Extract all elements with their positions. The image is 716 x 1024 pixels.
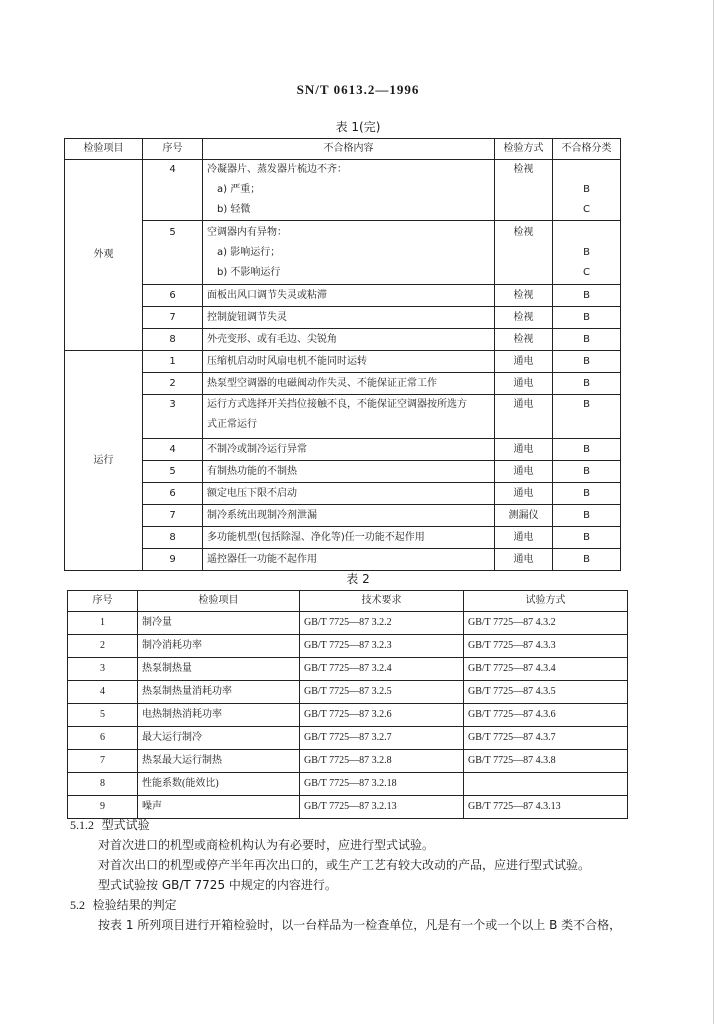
row-content: 有制热功能的不制热 (203, 461, 495, 483)
table-row (68, 773, 628, 796)
row-method: 检视 (495, 285, 553, 307)
row-no: 7 (68, 750, 138, 773)
row-no: 9 (143, 549, 203, 571)
row-class: B (553, 439, 621, 461)
row-method: 通电 (495, 549, 553, 571)
row-method: 测漏仪 (495, 505, 553, 527)
table-row (68, 612, 628, 635)
row-class: B (553, 483, 621, 505)
row-no: 5 (143, 221, 203, 285)
table-row (65, 329, 621, 351)
row-content: 外壳变形、或有毛边、尖锐角 (203, 329, 495, 351)
section-number: 5.1.2 (70, 818, 94, 832)
row-content: 热泵型空调器的电磁阀动作失灵、不能保证正常工作 (203, 373, 495, 395)
row-content: 控制旋钮调节失灵 (203, 307, 495, 329)
row-no: 5 (68, 704, 138, 727)
row-no: 1 (143, 351, 203, 373)
row-test: GB/T 7725—87 4.3.6 (464, 704, 628, 727)
row-method: 通电 (495, 351, 553, 373)
row-class: B (553, 351, 621, 373)
row-item: 制冷消耗功率 (138, 635, 300, 658)
row-req: GB/T 7725—87 3.2.18 (300, 773, 464, 796)
row-no: 6 (68, 727, 138, 750)
row-class: B (553, 285, 621, 307)
table-row (68, 727, 628, 750)
paragraph: 对首次进口的机型或商检机构认为有必要时，应进行型式试验。 (98, 838, 435, 852)
row-content: 不制冷或制冷运行异常 (203, 439, 495, 461)
table-row (65, 439, 621, 461)
table-row (68, 681, 628, 704)
row-no: 2 (143, 373, 203, 395)
row-test: GB/T 7725—87 4.3.13 (464, 796, 628, 819)
table1 (64, 138, 621, 571)
table2-header-req: 技术要求 (300, 591, 464, 612)
table-row (65, 285, 621, 307)
row-req: GB/T 7725—87 3.2.13 (300, 796, 464, 819)
row-class: B (553, 461, 621, 483)
row-test: GB/T 7725—87 4.3.8 (464, 750, 628, 773)
row-item: 最大运行制冷 (138, 727, 300, 750)
table1-header-method: 检验方式 (495, 139, 553, 160)
row-content: 冷凝器片、蒸发器片梳边不齐： a) 严重； b) 轻微 (203, 160, 495, 221)
row-no: 8 (143, 329, 203, 351)
row-content: 运行方式选择开关挡位接触不良，不能保证空调器按所选方 式正常运行 (203, 395, 495, 439)
row-test: GB/T 7725—87 4.3.3 (464, 635, 628, 658)
table-row (65, 351, 621, 373)
row-test (464, 773, 628, 796)
table-row (68, 704, 628, 727)
row-req: GB/T 7725—87 3.2.3 (300, 635, 464, 658)
row-test: GB/T 7725—87 4.3.7 (464, 727, 628, 750)
table-row (65, 505, 621, 527)
row-no: 6 (143, 285, 203, 307)
table2-header-item: 检验项目 (138, 591, 300, 612)
row-no: 3 (68, 658, 138, 681)
table-row (65, 483, 621, 505)
row-method: 通电 (495, 461, 553, 483)
table-row (65, 395, 621, 439)
row-req: GB/T 7725—87 3.2.4 (300, 658, 464, 681)
row-test: GB/T 7725—87 4.3.4 (464, 658, 628, 681)
table-row (65, 527, 621, 549)
section-number: 5.2 (70, 898, 85, 912)
table-row (65, 461, 621, 483)
table-row (65, 549, 621, 571)
section-5-2-heading (70, 896, 177, 914)
paragraph: 型式试验按 GB/T 7725 中规定的内容进行。 (98, 878, 337, 892)
row-no: 6 (143, 483, 203, 505)
row-class: B (553, 549, 621, 571)
row-no: 4 (143, 160, 203, 221)
row-class: B (553, 373, 621, 395)
row-content: 额定电压下限不启动 (203, 483, 495, 505)
row-content: 制冷系统出现制冷剂泄漏 (203, 505, 495, 527)
row-req: GB/T 7725—87 3.2.6 (300, 704, 464, 727)
table2-header-row (68, 591, 628, 612)
paragraph: 按表 1 所列项目进行开箱检验时，以一台样品为一检查单位，凡是有一个或一个以上 B 类不合格， (98, 918, 622, 932)
row-method: 检视 (495, 221, 553, 285)
row-no: 8 (68, 773, 138, 796)
row-no: 5 (143, 461, 203, 483)
row-no: 7 (143, 505, 203, 527)
table-row (68, 635, 628, 658)
table2 (67, 590, 628, 819)
row-method: 通电 (495, 439, 553, 461)
row-item: 热泵制热量 (138, 658, 300, 681)
row-method: 检视 (495, 329, 553, 351)
row-class: B C (553, 160, 621, 221)
row-no: 1 (68, 612, 138, 635)
row-no: 7 (143, 307, 203, 329)
table1-header-content: 不合格内容 (203, 139, 495, 160)
table2-header-test: 试验方式 (464, 591, 628, 612)
table2-caption: 表 2 (346, 572, 370, 586)
row-item: 电热制热消耗功率 (138, 704, 300, 727)
row-req: GB/T 7725—87 3.2.8 (300, 750, 464, 773)
row-class: B (553, 329, 621, 351)
row-no: 8 (143, 527, 203, 549)
row-no: 4 (68, 681, 138, 704)
row-method: 检视 (495, 160, 553, 221)
row-method: 通电 (495, 395, 553, 439)
row-method: 检视 (495, 307, 553, 329)
paragraph: 对首次出口的机型或停产半年再次出口的，或生产工艺有较大改动的产品，应进行型式试验。 (98, 858, 591, 872)
table-row (68, 658, 628, 681)
table-row (68, 796, 628, 819)
row-content: 空调器内有异物： a) 影响运行； b) 不影响运行 (203, 221, 495, 285)
row-no: 3 (143, 395, 203, 439)
table-row (65, 221, 621, 285)
row-class: B (553, 505, 621, 527)
table1-header-no: 序号 (143, 139, 203, 160)
group-name-operation: 运行 (65, 351, 143, 571)
row-method: 通电 (495, 373, 553, 395)
row-no: 2 (68, 635, 138, 658)
group-name-appearance: 外观 (65, 160, 143, 351)
row-method: 通电 (495, 483, 553, 505)
table-row (65, 373, 621, 395)
row-class: B (553, 527, 621, 549)
row-test: GB/T 7725—87 4.3.2 (464, 612, 628, 635)
table-row (68, 750, 628, 773)
row-req: GB/T 7725—87 3.2.5 (300, 681, 464, 704)
row-item: 性能系数(能效比) (138, 773, 300, 796)
row-item: 制冷量 (138, 612, 300, 635)
standard-code-header: SN/T 0613.2—1996 (296, 82, 420, 97)
page-edge-line (713, 0, 714, 1024)
table1-caption: 表 1(完) (335, 120, 381, 134)
table-row (65, 160, 621, 221)
row-class: B C (553, 221, 621, 285)
row-req: GB/T 7725—87 3.2.7 (300, 727, 464, 750)
row-no: 9 (68, 796, 138, 819)
row-content: 压缩机启动时风扇电机不能同时运转 (203, 351, 495, 373)
row-test: GB/T 7725—87 4.3.5 (464, 681, 628, 704)
row-class: B (553, 395, 621, 439)
row-content: 多功能机型(包括除湿、净化等)任一功能不起作用 (203, 527, 495, 549)
table2-header-no: 序号 (68, 591, 138, 612)
row-item: 噪声 (138, 796, 300, 819)
row-class: B (553, 307, 621, 329)
row-req: GB/T 7725—87 3.2.2 (300, 612, 464, 635)
table1-header-class: 不合格分类 (553, 139, 621, 160)
row-content: 面板出风口调节失灵或粘滞 (203, 285, 495, 307)
table1-header-row (65, 139, 621, 160)
row-no: 4 (143, 439, 203, 461)
section-title: 检验结果的判定 (92, 898, 177, 912)
row-item: 热泵制热量消耗功率 (138, 681, 300, 704)
row-item: 热泵最大运行制热 (138, 750, 300, 773)
table-row (65, 307, 621, 329)
section-5-1-2-heading (70, 816, 150, 834)
row-content: 遥控器任一功能不起作用 (203, 549, 495, 571)
row-method: 通电 (495, 527, 553, 549)
table1-header-item: 检验项目 (65, 139, 143, 160)
section-title: 型式试验 (101, 818, 150, 832)
